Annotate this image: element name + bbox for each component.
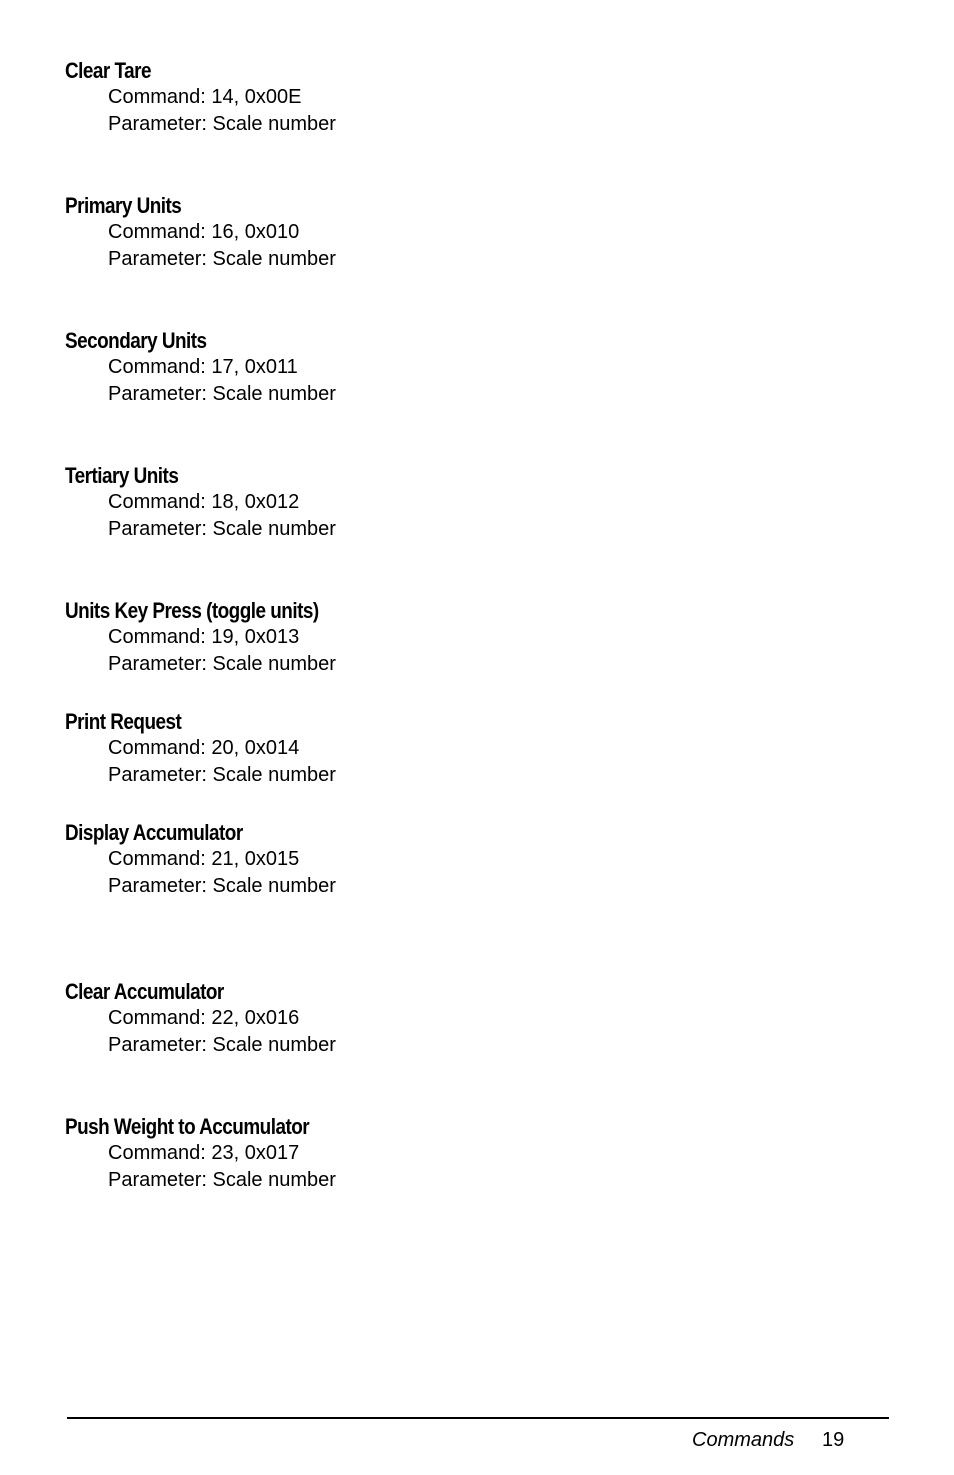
command-line: Command: 23, 0x017 [108,1142,300,1164]
parameter-line: Parameter: Scale number [108,382,336,405]
section-tertiary-units [65,463,865,542]
section-heading: Display Accumulator [65,820,243,845]
section-secondary-units [65,328,865,407]
section-display-accumulator [65,820,865,899]
page-number: 19 [822,1429,845,1451]
section-heading: Push Weight to Accumulator [65,1114,310,1139]
parameter-line: Parameter: Scale number [108,247,336,270]
command-line: Command: 21, 0x015 [108,848,300,870]
section-push-weight-to-accumulator [65,1114,865,1193]
parameter-line: Parameter: Scale number [108,763,336,786]
parameter-line: Parameter: Scale number [108,652,336,675]
section-heading: Tertiary Units [65,463,179,488]
parameter-line: Parameter: Scale number [108,112,336,135]
section-primary-units [65,193,865,272]
footer-chapter-title: Commands [692,1429,795,1451]
command-line: Command: 18, 0x012 [108,491,300,513]
section-clear-tare [65,58,865,137]
section-heading: Secondary Units [65,328,207,353]
section-clear-accumulator [65,979,865,1058]
section-heading: Clear Accumulator [65,979,224,1004]
command-line: Command: 14, 0x00E [108,86,302,108]
parameter-line: Parameter: Scale number [108,874,336,897]
section-heading: Units Key Press (toggle units) [65,598,319,623]
command-line: Command: 22, 0x016 [108,1007,300,1029]
parameter-line: Parameter: Scale number [108,517,336,540]
command-line: Command: 20, 0x014 [108,737,300,759]
section-heading: Print Request [65,709,182,734]
section-heading: Primary Units [65,193,182,218]
section-units-key-press [65,598,865,677]
parameter-line: Parameter: Scale number [108,1033,336,1056]
section-heading: Clear Tare [65,58,151,83]
footer-divider [67,1417,889,1419]
command-line: Command: 17, 0x011 [108,356,298,378]
parameter-line: Parameter: Scale number [108,1168,336,1191]
section-print-request [65,709,865,788]
command-line: Command: 19, 0x013 [108,626,300,648]
command-line: Command: 16, 0x010 [108,221,300,243]
